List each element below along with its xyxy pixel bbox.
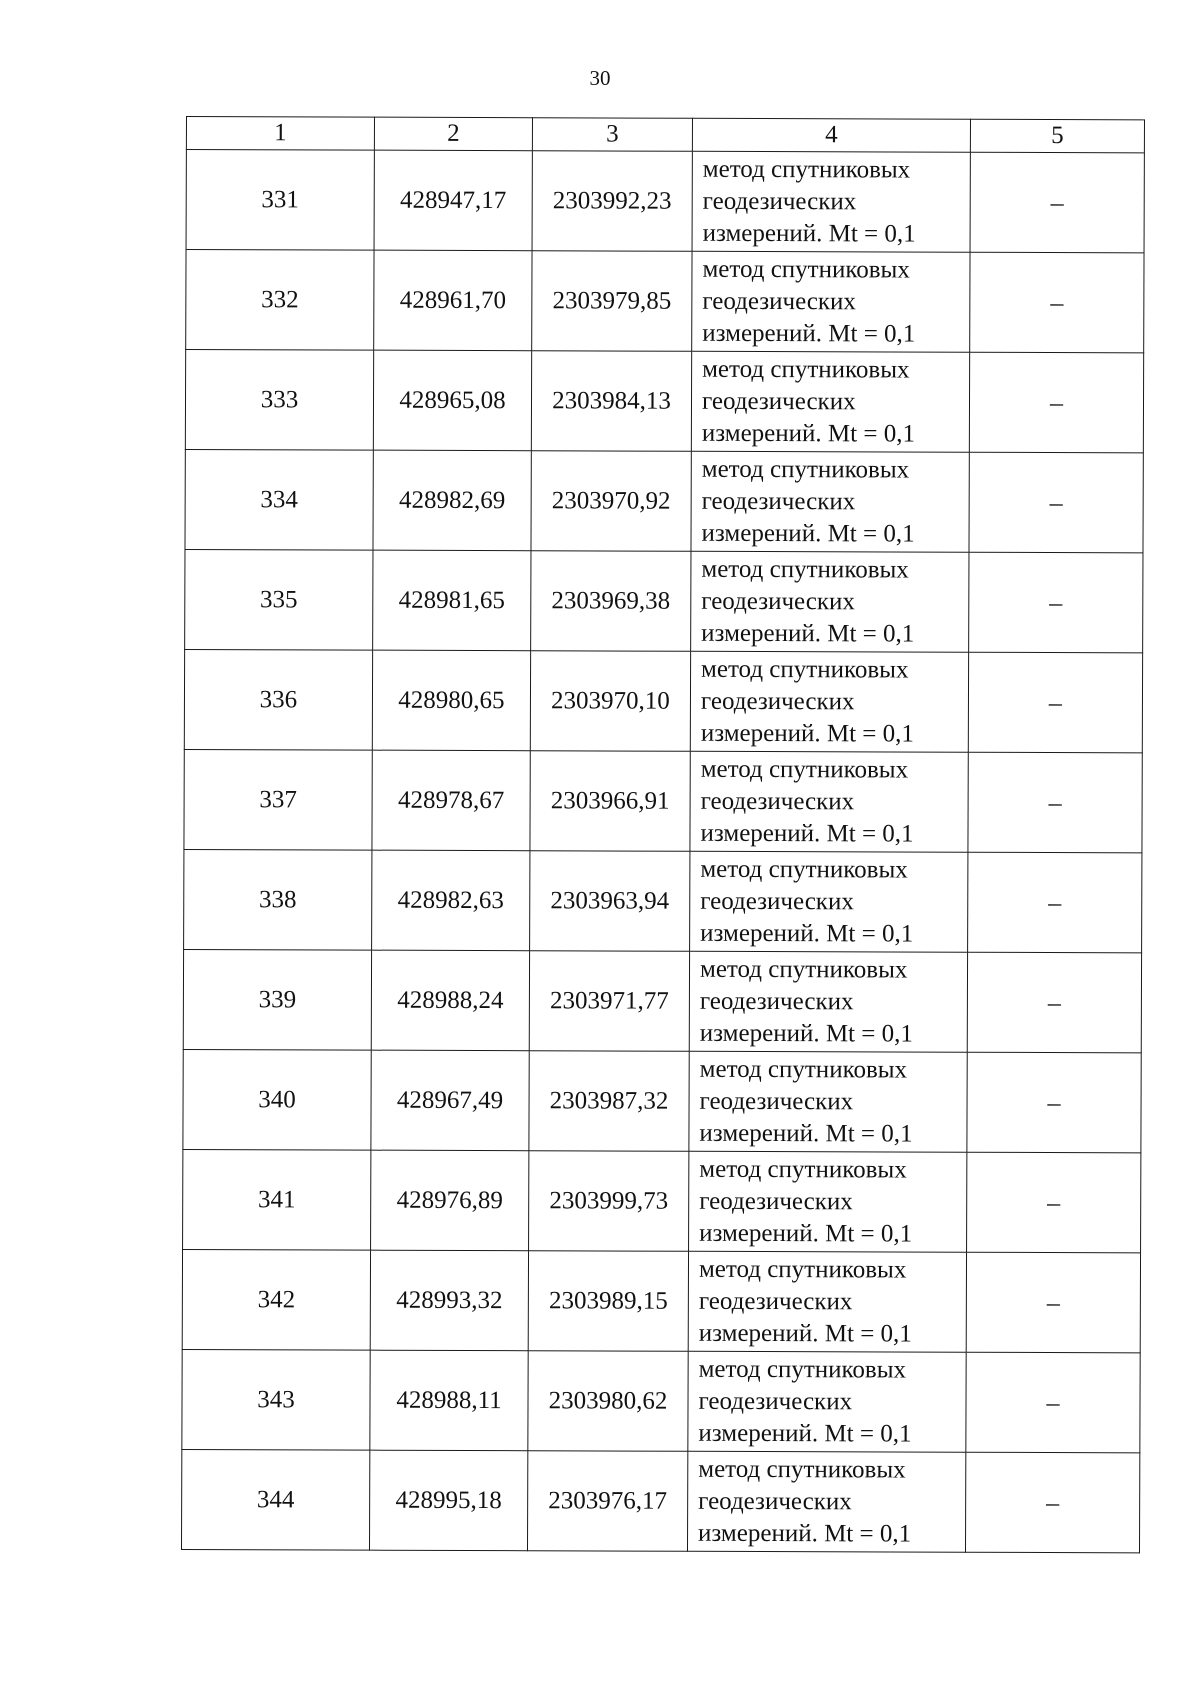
method-line: измерений. Mt = 0,1 [700,719,914,748]
method-line: метод спутниковых [700,855,908,884]
table-row [181,1449,1139,1552]
table-row [185,350,1143,453]
point-number-cell: 335 [185,549,373,650]
point-number-cell: 341 [183,1149,371,1250]
point-number-cell: 332 [186,250,374,351]
coordinate-x-cell: 428988,24 [371,950,529,1051]
point-number-cell: 338 [184,849,372,950]
point-number-cell: 333 [185,350,373,451]
table-row [185,449,1143,552]
method-cell [690,651,968,752]
coordinate-x-cell: 428995,18 [369,1450,527,1551]
point-number-cell: 337 [184,749,372,850]
method-line: измерений. Mt = 0,1 [700,919,914,948]
table-row [186,150,1144,253]
method-line: метод спутниковых [701,655,909,684]
coordinate-y-cell: 2303992,23 [532,151,692,252]
notes-cell: – [967,952,1141,1053]
coordinate-y-cell: 2303989,15 [528,1251,688,1352]
coordinate-x-cell: 428988,11 [370,1350,528,1451]
table-row [183,1149,1141,1252]
notes-cell: – [970,152,1144,253]
notes-cell: – [966,1352,1140,1453]
coordinate-y-cell: 2303963,94 [530,851,690,952]
header-cell-4: 4 [692,118,970,152]
point-number-cell: 343 [182,1349,370,1450]
table-header-row [186,117,1144,153]
method-line: измерений. Mt = 0,1 [702,319,916,348]
notes-cell: – [967,1152,1141,1253]
coordinate-y-cell: 2303987,32 [529,1051,689,1152]
method-line: геодезических [701,587,855,615]
coordinate-y-cell: 2303976,17 [527,1451,687,1552]
method-cell [691,351,969,452]
point-number-cell: 339 [183,949,371,1050]
coordinate-x-cell: 428978,67 [372,750,530,851]
notes-cell: – [970,252,1144,353]
method-cell [692,151,970,252]
method-line: геодезических [700,787,855,815]
coordinate-x-cell: 428981,65 [373,550,531,651]
method-cell [689,1151,967,1252]
method-line: геодезических [698,1487,852,1515]
method-line: метод спутниковых [698,1355,907,1384]
method-line: метод спутниковых [702,355,910,384]
table-row [183,1049,1141,1152]
coordinate-x-cell: 428980,65 [372,650,530,751]
method-line: геодезических [702,187,857,215]
method-cell [690,751,968,852]
method-line: геодезических [698,1387,853,1415]
table-row [186,250,1144,353]
coordinate-x-cell: 428976,89 [371,1150,529,1251]
coordinate-x-cell: 428982,63 [372,850,530,951]
point-number-cell: 336 [184,649,372,750]
coordinate-y-cell: 2303999,73 [529,1151,689,1252]
method-line: метод спутниковых [702,155,911,184]
point-number-cell: 344 [181,1449,369,1550]
page-number: 30 [589,66,611,90]
coordinate-x-cell: 428982,69 [373,450,531,551]
method-cell [689,1051,967,1152]
point-number-cell: 340 [183,1049,371,1150]
notes-cell: – [969,452,1143,553]
notes-cell: – [968,852,1142,953]
coordinate-y-cell: 2303969,38 [531,551,691,652]
coordinate-x-cell: 428965,08 [373,350,531,451]
table-row [184,849,1142,952]
coordinate-x-cell: 428993,32 [370,1250,528,1351]
notes-cell: – [969,552,1143,653]
coordinates-table [181,116,1145,1553]
coordinate-y-cell: 2303966,91 [530,751,690,852]
method-line: измерений. Mt = 0,1 [699,1019,913,1048]
coordinate-y-cell: 2303970,10 [530,651,690,752]
method-cell [690,851,968,952]
method-line: геодезических [701,387,856,415]
method-line: измерений. Mt = 0,1 [698,1419,912,1448]
header-cell-1: 1 [186,117,374,151]
method-line: измерений. Mt = 0,1 [698,1319,912,1348]
method-line: измерений. Mt = 0,1 [702,219,916,248]
table-row [184,649,1142,752]
coordinate-y-cell: 2303979,85 [532,251,692,352]
point-number-cell: 331 [186,150,374,251]
method-line: геодезических [698,1287,853,1315]
table-row [185,549,1143,652]
method-line: метод спутниковых [701,555,909,584]
notes-cell: – [968,752,1142,853]
coordinate-y-cell: 2303971,77 [529,951,689,1052]
method-cell [692,251,970,352]
method-cell [688,1251,966,1352]
header-cell-3: 3 [532,118,692,152]
coordinate-x-cell: 428967,49 [371,1050,529,1151]
table-row [182,1249,1140,1352]
method-line: геодезических [702,287,856,315]
method-line: измерений. Mt = 0,1 [701,519,915,548]
method-cell [691,451,969,552]
coordinate-y-cell: 2303970,92 [531,451,691,552]
method-line: геодезических [699,1187,853,1215]
coordinate-y-cell: 2303984,13 [531,351,691,452]
method-line: измерений. Mt = 0,1 [700,819,914,848]
method-line: геодезических [701,487,856,515]
method-line: измерений. Mt = 0,1 [701,419,916,448]
coordinate-x-cell: 428947,17 [374,150,532,251]
method-line: измерений. Mt = 0,1 [699,1119,913,1148]
table-row [182,1349,1140,1452]
method-line: метод спутниковых [702,255,910,284]
method-line: геодезических [699,987,854,1015]
coordinate-x-cell: 428961,70 [374,250,532,351]
coordinate-y-cell: 2303980,62 [528,1351,688,1452]
method-cell [689,951,967,1052]
header-cell-5: 5 [970,119,1144,153]
method-cell [688,1351,966,1452]
method-line: метод спутниковых [699,955,908,984]
method-line: метод спутниковых [700,755,909,784]
method-line: измерений. Mt = 0,1 [699,1219,913,1248]
point-number-cell: 342 [182,1249,370,1350]
method-line: измерений. Mt = 0,1 [698,1519,912,1548]
header-cell-2: 2 [374,117,532,151]
notes-cell: – [966,1252,1140,1353]
method-line: метод спутниковых [701,455,910,484]
method-cell [687,1451,965,1552]
method-cell [691,551,969,652]
table-row [183,949,1141,1052]
notes-cell: – [968,652,1142,753]
method-line: метод спутниковых [699,1055,908,1084]
method-line: геодезических [700,887,854,915]
table-row [184,749,1142,852]
notes-cell: – [965,1452,1139,1553]
method-line: метод спутниковых [698,1255,907,1284]
notes-cell: – [969,352,1143,453]
method-line: метод спутниковых [699,1155,907,1184]
method-line: геодезических [700,687,855,715]
method-line: геодезических [699,1087,854,1115]
method-line: метод спутниковых [698,1455,906,1484]
notes-cell: – [967,1052,1141,1153]
method-line: измерений. Mt = 0,1 [701,619,915,648]
point-number-cell: 334 [185,449,373,550]
